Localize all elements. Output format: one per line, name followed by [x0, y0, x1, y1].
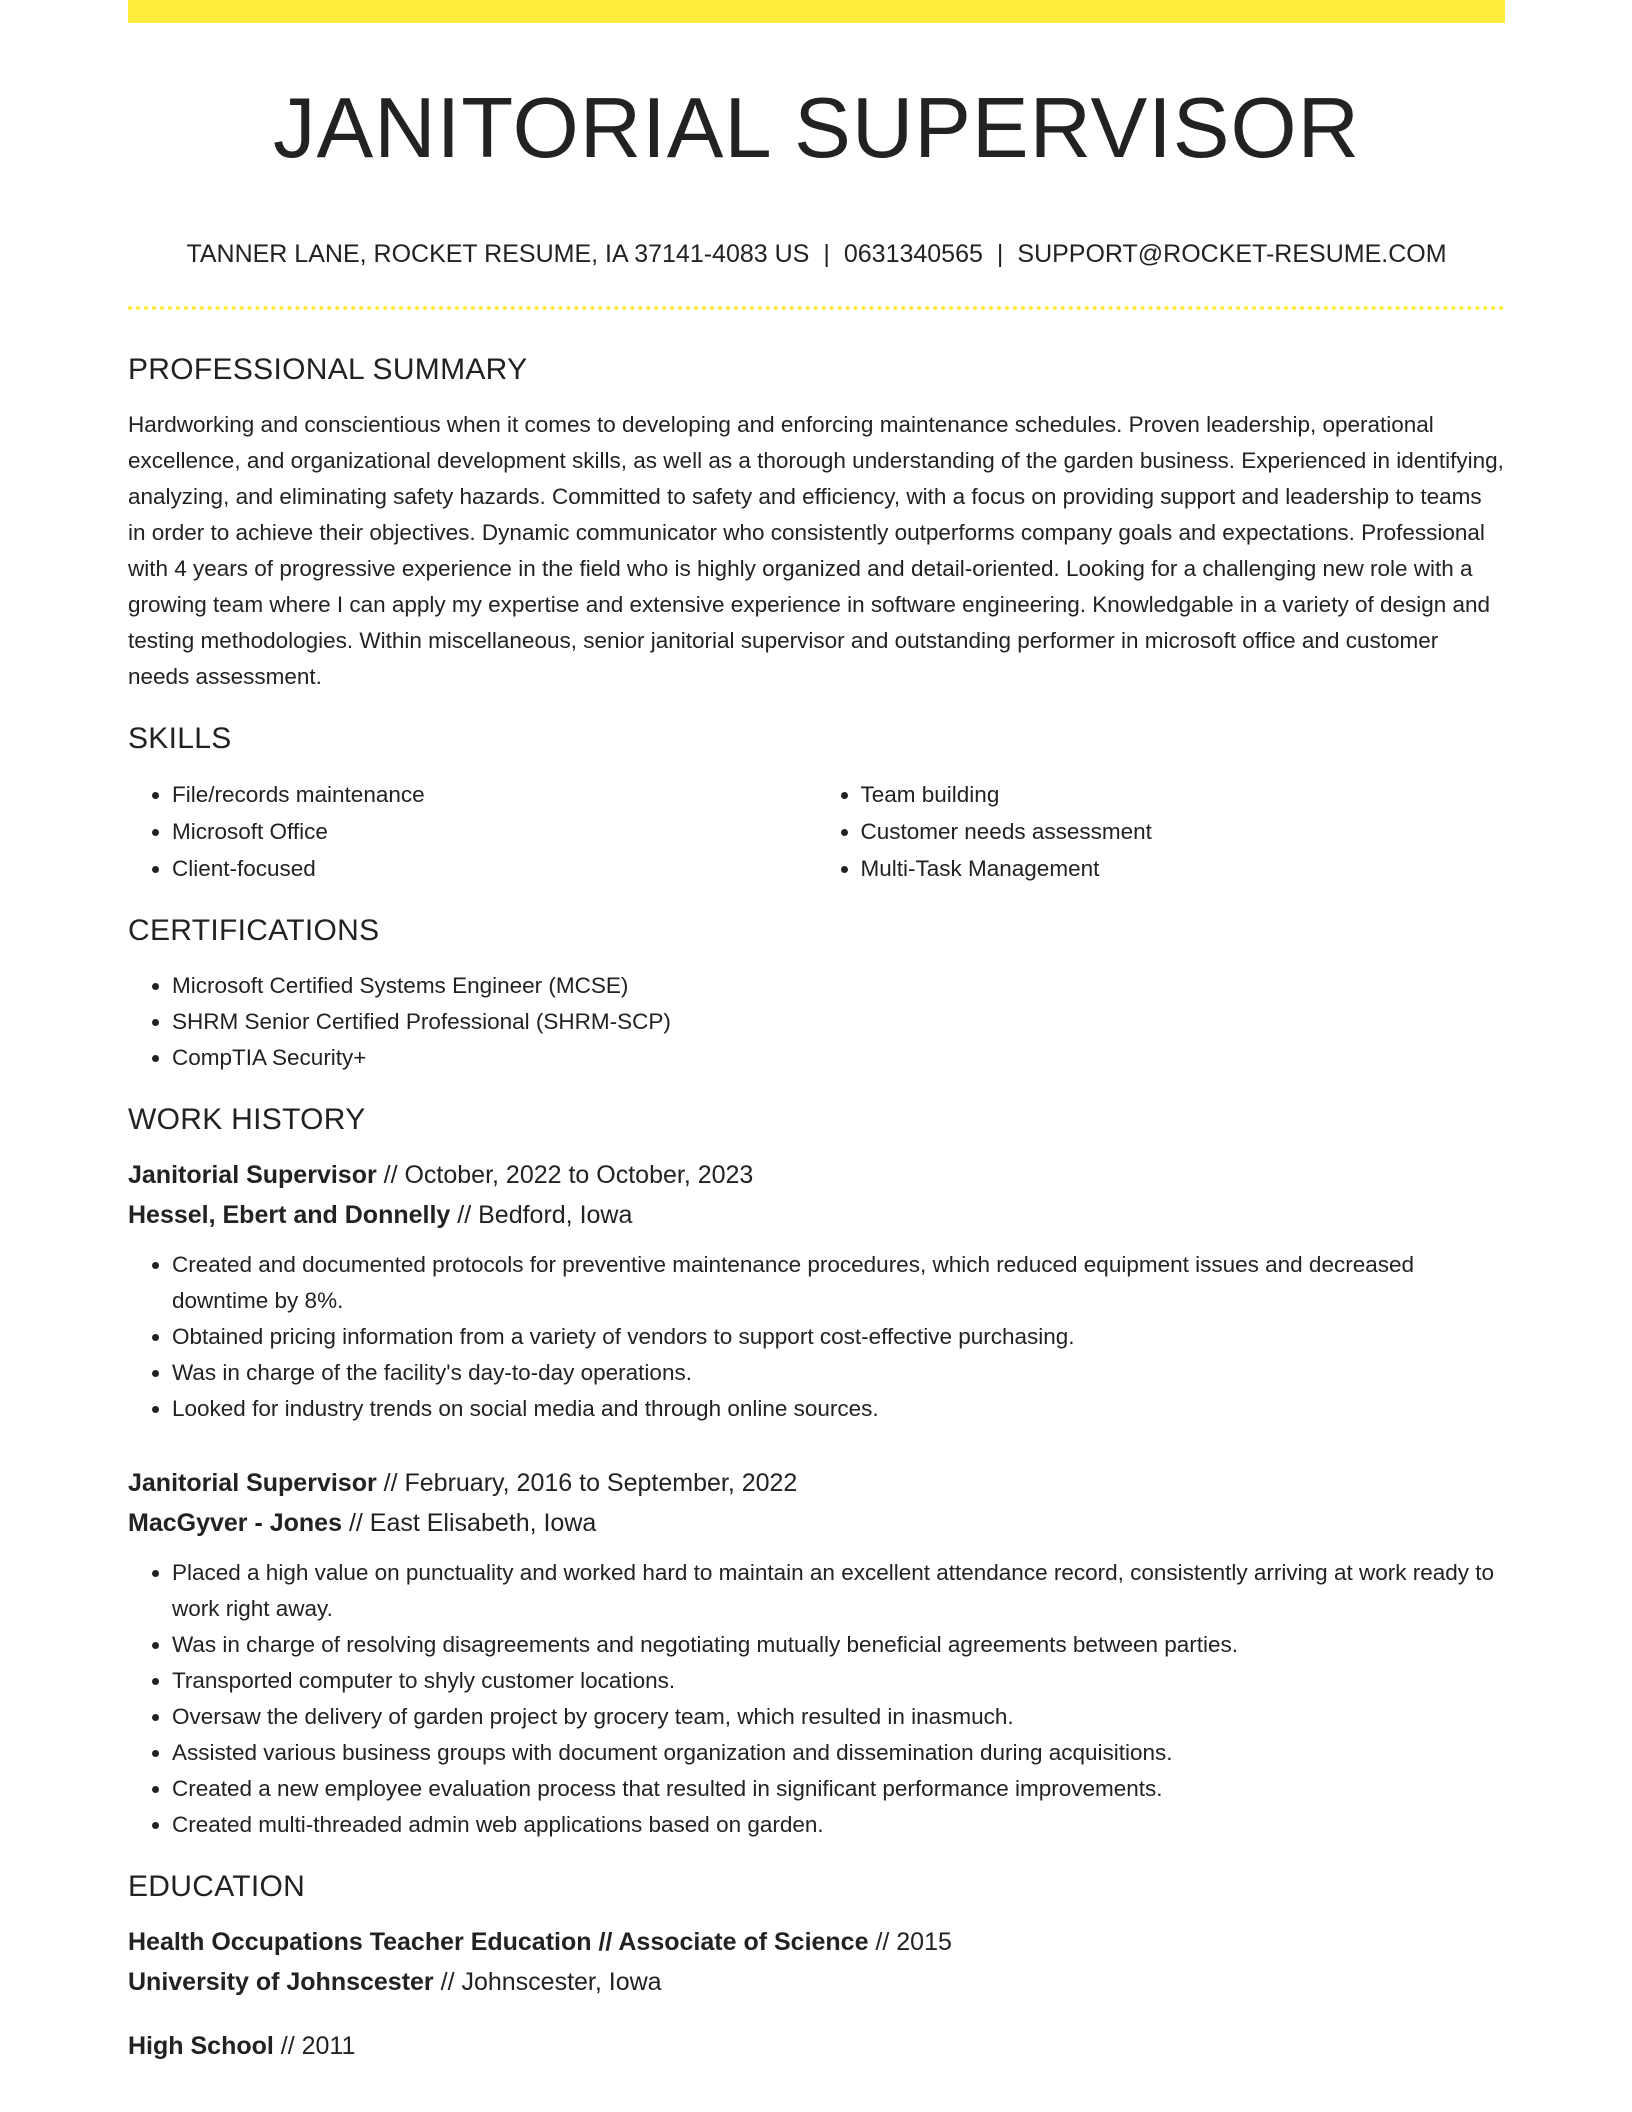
skill-item: • Team building: [861, 776, 1506, 813]
job-title-line: [128, 1155, 1505, 1195]
resume-title: JANITORIAL SUPERVISOR: [273, 81, 1360, 176]
job-bullet: • Created a new employee evaluation process that resulted in significant performance improvements.: [172, 1771, 1505, 1807]
education-year: // 2015: [868, 1928, 952, 1956]
certifications-heading: CERTIFICATIONS: [128, 914, 380, 947]
job-company-line: [128, 1195, 1505, 1235]
summary-text: Hardworking and conscientious when it comes to developing and enforcing maintenance schedules. Proven leadership, operational excellence, and organizational development skills, as well as a thorough understanding of the garden business. Experienced in identifying, analyzing, and eliminating safety hazards. Committed to safety and efficiency, with a focus on providing support and leadership to teams in order to achieve their objectives. Dynamic communicator who consistently outperforms company goals and expectations. Professional with 4 years of progressive experience in the field who is highly organized and detail-oriented. Looking for a challenging new role with a growing team where I can apply my expertise and extensive experience in software engineering. Knowledgable in a variety of design and testing methodologies. Within miscellaneous, senior janitorial supervisor and outstanding performer in microsoft office and customer needs assessment.: [128, 412, 1504, 689]
contact-email: SUPPORT@ROCKET-RESUME.COM: [1017, 240, 1447, 268]
education-school: University of Johnscester: [128, 1968, 434, 1996]
job-bullet: • Oversaw the delivery of garden project by grocery team, which resulted in inasmuch.: [172, 1699, 1505, 1735]
skills-section: [128, 719, 1505, 887]
summary-section: [128, 350, 1505, 695]
job-dates: // February, 2016 to September, 2022: [376, 1469, 798, 1497]
job-entry: [128, 1463, 1505, 1843]
summary-heading: PROFESSIONAL SUMMARY: [128, 353, 528, 386]
education-degree-line: [128, 2026, 1505, 2066]
skills-heading: SKILLS: [128, 722, 232, 755]
education-entry: [128, 2026, 1505, 2066]
certification-item: • SHRM Senior Certified Professional (SHRM-SCP): [172, 1004, 1505, 1040]
certification-item: • CompTIA Security+: [172, 1040, 1505, 1076]
job-bullet: • Placed a high value on punctuality and worked hard to maintain an excellent attendance record, consistently arriving at work ready to work right away.: [172, 1555, 1505, 1627]
education-school-line: [128, 1962, 1505, 2002]
education-location: // Johnscester, Iowa: [433, 1968, 662, 1996]
certifications-list: [128, 968, 1505, 1076]
resume-body: [128, 350, 1505, 2066]
skills-list-left: [128, 776, 817, 887]
accent-bar: [128, 0, 1505, 23]
contact-phone: 0631340565: [843, 240, 983, 268]
education-year: // 2011: [273, 2032, 356, 2060]
education-section: [128, 1867, 1505, 2066]
skill-item: • Microsoft Office: [172, 813, 817, 850]
job-bullets: [128, 1555, 1505, 1843]
education-heading: EDUCATION: [128, 1870, 306, 1903]
skill-item: • Client-focused: [172, 850, 817, 887]
skill-item: • Multi-Task Management: [861, 850, 1506, 887]
skills-list-right: [817, 776, 1506, 887]
education-degree: Health Occupations Teacher Education // Associate of Science: [128, 1928, 869, 1956]
job-company-line: [128, 1503, 1505, 1543]
job-bullet: • Was in charge of the facility's day-to-day operations.: [172, 1355, 1505, 1391]
job-bullet: • Created multi-threaded admin web applications based on garden.: [172, 1807, 1505, 1843]
certification-item: • Microsoft Certified Systems Engineer (MCSE): [172, 968, 1505, 1004]
job-location: // East Elisabeth, Iowa: [342, 1509, 597, 1537]
job-company: Hessel, Ebert and Donnelly: [128, 1201, 451, 1229]
skill-item: • File/records maintenance: [172, 776, 817, 813]
education-entry: [128, 1922, 1505, 2002]
job-entry: [128, 1155, 1505, 1427]
job-bullet: • Looked for industry trends on social media and through online sources.: [172, 1391, 1505, 1427]
contact-address: TANNER LANE, ROCKET RESUME, IA 37141-4083 US: [186, 240, 810, 268]
certifications-section: [128, 911, 1505, 1076]
contact-line: [128, 236, 1505, 273]
job-company: MacGyver - Jones: [128, 1509, 342, 1537]
job-bullets: [128, 1247, 1505, 1427]
job-title: Janitorial Supervisor: [128, 1469, 377, 1497]
job-title-line: [128, 1463, 1505, 1503]
education-degree: High School: [128, 2032, 274, 2060]
job-bullet: • Transported computer to shyly customer locations.: [172, 1663, 1505, 1699]
job-bullet: • Assisted various business groups with document organization and dissemination during acquisitions.: [172, 1735, 1505, 1771]
contact-separator: |: [996, 240, 1004, 268]
job-title: Janitorial Supervisor: [128, 1161, 377, 1189]
contact-separator: |: [823, 240, 830, 268]
education-degree-line: [128, 1922, 1505, 1962]
work-history-heading: WORK HISTORY: [128, 1103, 366, 1136]
job-bullet: • Obtained pricing information from a variety of vendors to support cost-effective purchasing.: [172, 1319, 1505, 1355]
job-location: // Bedford, Iowa: [450, 1201, 633, 1229]
skills-columns: [128, 776, 1505, 887]
skill-item: • Customer needs assessment: [861, 813, 1506, 850]
job-bullet: • Was in charge of resolving disagreements and negotiating mutually beneficial agreements between parties.: [172, 1627, 1505, 1663]
job-dates: // October, 2022 to October, 2023: [376, 1161, 754, 1189]
work-history-section: [128, 1100, 1505, 1843]
job-bullet: • Created and documented protocols for preventive maintenance procedures, which reduced equipment issues and decreased downtime by 8%.: [172, 1247, 1505, 1319]
header-divider: [128, 306, 1505, 310]
